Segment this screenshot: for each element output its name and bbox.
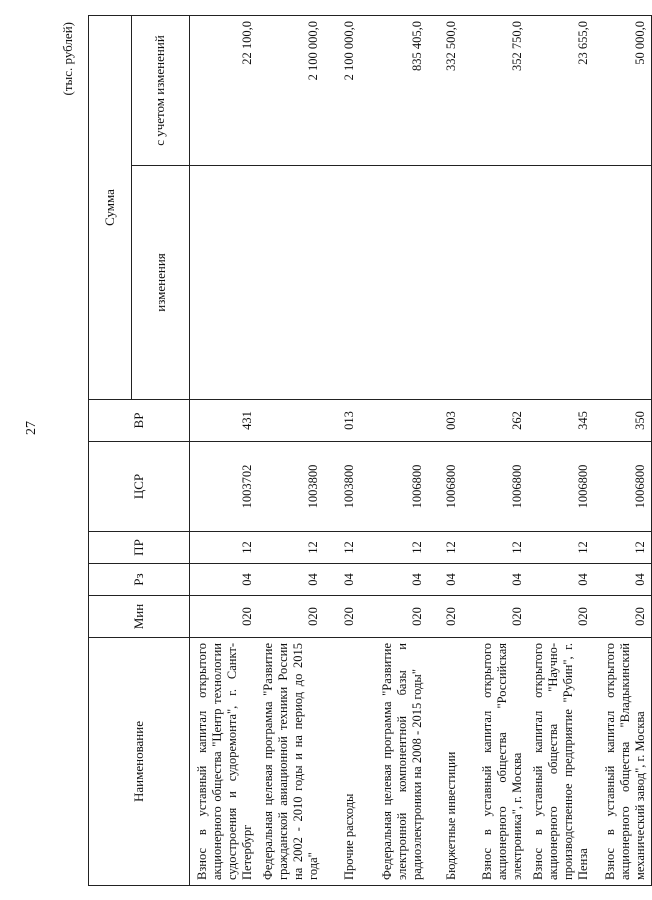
header-min: Мин [89, 596, 190, 638]
row-pr: 12 [428, 532, 462, 564]
row-vr: 350 [594, 400, 652, 442]
row-with-changes: 332 500,0 [428, 16, 462, 166]
row-changes [190, 166, 258, 400]
table-row [360, 16, 428, 886]
row-csr: 1006800 [428, 442, 462, 532]
table-row [190, 16, 258, 886]
row-min: 020 [324, 596, 360, 638]
row-rz: 04 [190, 564, 258, 596]
row-rz: 04 [428, 564, 462, 596]
table-row [258, 16, 324, 886]
row-vr: 431 [190, 400, 258, 442]
row-changes [462, 166, 528, 400]
row-pr: 12 [324, 532, 360, 564]
row-changes [428, 166, 462, 400]
row-pr: 12 [258, 532, 324, 564]
header-changes: изменения [131, 166, 189, 400]
row-pr: 12 [594, 532, 652, 564]
table-row [594, 16, 652, 886]
row-with-changes: 352 750,0 [462, 16, 528, 166]
row-min: 020 [360, 596, 428, 638]
row-rz: 04 [360, 564, 428, 596]
row-rz: 04 [528, 564, 594, 596]
row-pr: 12 [528, 532, 594, 564]
page-number [22, 412, 42, 444]
row-pr: 12 [190, 532, 258, 564]
row-csr: 1006800 [462, 442, 528, 532]
row-rz: 04 [258, 564, 324, 596]
row-name: Бюджетные инвестиции [428, 638, 462, 886]
row-min: 020 [428, 596, 462, 638]
rotated-page [56, 16, 647, 886]
row-with-changes: 22 100,0 [190, 16, 258, 166]
row-with-changes: 50 000,0 [594, 16, 652, 166]
table-row [428, 16, 462, 886]
table-row [462, 16, 528, 886]
row-csr: 1006800 [360, 442, 428, 532]
row-name: Взнос в уставный капитал открытого акционерного общества "Российская электроника", г. Москва [462, 638, 528, 886]
row-changes [528, 166, 594, 400]
row-with-changes: 2 100 000,0 [324, 16, 360, 166]
row-name: Прочие расходы [324, 638, 360, 886]
row-changes [594, 166, 652, 400]
header-name: Наименование [89, 638, 190, 886]
row-vr: 013 [324, 400, 360, 442]
row-name: Федеральная целевая программа "Развитие электронной компонентной базы и радиоэлектроники на 2008 - 2015 годы" [360, 638, 428, 886]
row-csr: 1003702 [190, 442, 258, 532]
row-csr: 1003800 [324, 442, 360, 532]
row-vr: 345 [528, 400, 594, 442]
page-number-text: 27 [24, 421, 39, 435]
header-sum: Сумма [89, 16, 132, 400]
table-row [324, 16, 360, 886]
row-with-changes: 835 405,0 [360, 16, 428, 166]
row-with-changes: 2 100 000,0 [258, 16, 324, 166]
row-rz: 04 [462, 564, 528, 596]
row-changes [258, 166, 324, 400]
row-name: Взнос в уставный капитал открытого акционерного общества "Центр технологии судостроения и судоремонта", г. Санкт-Петербург [190, 638, 258, 886]
header-csr: ЦСР [89, 442, 190, 532]
row-with-changes: 23 655,0 [528, 16, 594, 166]
row-vr [360, 400, 428, 442]
row-csr: 1006800 [528, 442, 594, 532]
header-with-changes: с учетом изменений [131, 16, 189, 166]
row-pr: 12 [360, 532, 428, 564]
row-min: 020 [594, 596, 652, 638]
table-row [528, 16, 594, 886]
header-rz: Рз [89, 564, 190, 596]
budget-table [88, 15, 652, 886]
row-changes [360, 166, 428, 400]
row-vr [258, 400, 324, 442]
row-name: Федеральная целевая программа "Развитие гражданской авиационной техники России на 2002 - 2010 годы и на период до 2015 года" [258, 638, 324, 886]
row-rz: 04 [594, 564, 652, 596]
row-min: 020 [258, 596, 324, 638]
row-min: 020 [528, 596, 594, 638]
row-csr: 1006800 [594, 442, 652, 532]
row-name: Взнос в уставный капитал открытого акционерного общества "Научно-производственное предприятие "Рубин", г. Пенза [528, 638, 594, 886]
row-rz: 04 [324, 564, 360, 596]
row-min: 020 [190, 596, 258, 638]
header-pr: ПР [89, 532, 190, 564]
row-name: Взнос в уставный капитал открытого акционерного общества "Владыкинский механический завод", г. Москва [594, 638, 652, 886]
header-vr: ВР [89, 400, 190, 442]
row-pr: 12 [462, 532, 528, 564]
row-csr: 1003800 [258, 442, 324, 532]
row-vr: 003 [428, 400, 462, 442]
row-changes [324, 166, 360, 400]
table-body [190, 16, 652, 886]
row-min: 020 [462, 596, 528, 638]
row-vr: 262 [462, 400, 528, 442]
units-note: (тыс. рублей) [60, 22, 75, 96]
